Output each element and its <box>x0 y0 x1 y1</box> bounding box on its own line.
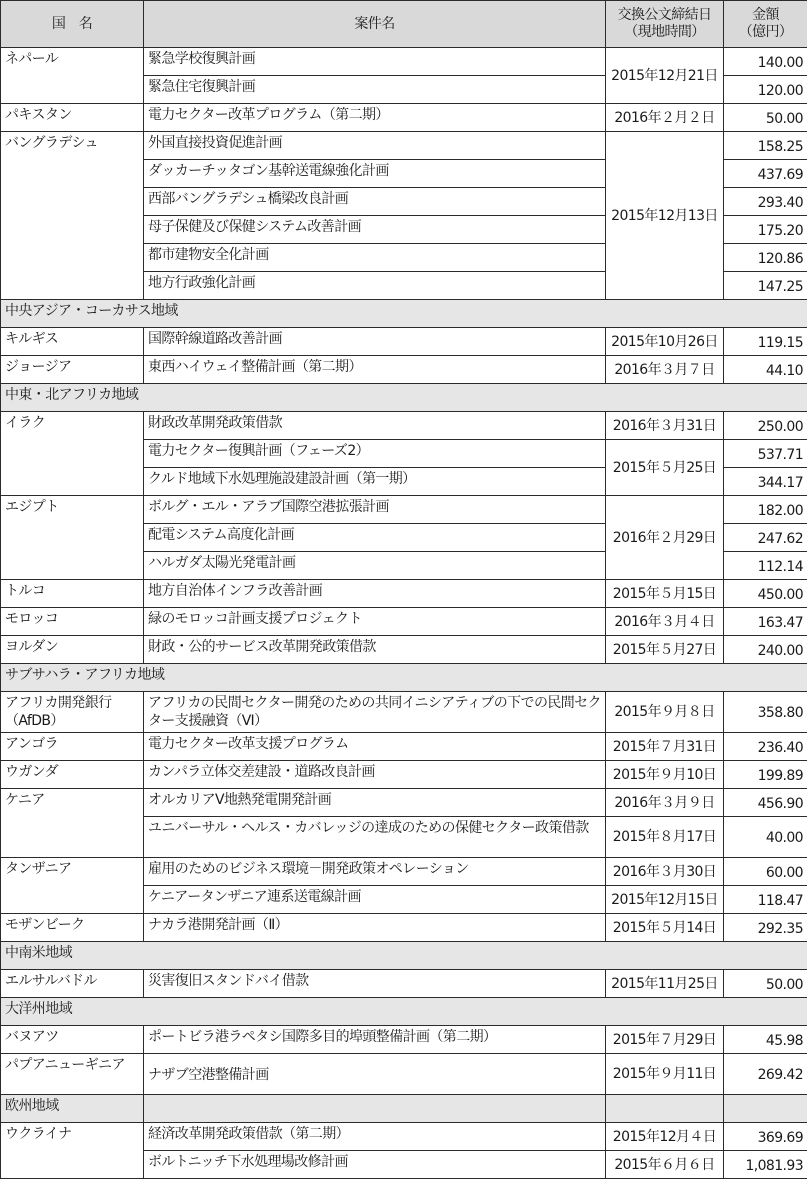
header-amount: 金額 （億円） <box>724 1 807 48</box>
amount-cell: 120.00 <box>724 76 807 104</box>
date-cell: 2015年６月６日 <box>606 1151 724 1179</box>
date-cell: 2016年３月31日 <box>606 412 724 440</box>
project-cell: ユニバーサル・ヘルス・カバレッジの達成のための保健セクター政策借款 <box>144 817 606 858</box>
country-cell: アフリカ開発銀行（AfDB） <box>1 692 144 733</box>
date-cell: 2015年９月11日 <box>606 1054 724 1095</box>
date-cell: 2015年５月27日 <box>606 636 724 664</box>
country-cell: パプアニューギニア <box>1 1054 144 1095</box>
project-cell: ハルガダ太陽光発電計画 <box>144 552 606 580</box>
amount-cell: 112.14 <box>724 552 807 580</box>
country-cell: アンゴラ <box>1 733 144 761</box>
country-cell: ウクライナ <box>1 1123 144 1179</box>
amount-cell: 182.00 <box>724 496 807 524</box>
project-cell: 都市建物安全化計画 <box>144 244 606 272</box>
amount-cell: 45.98 <box>724 1026 807 1054</box>
country-cell: エジプト <box>1 496 144 580</box>
date-cell: 2015年７月29日 <box>606 1026 724 1054</box>
country-cell: イラク <box>1 412 144 496</box>
amount-cell: 140.00 <box>724 48 807 76</box>
table-row <box>1 636 807 664</box>
table-row <box>1 496 807 524</box>
country-cell: ヨルダン <box>1 636 144 664</box>
date-cell: 2015年12月21日 <box>606 48 724 104</box>
amount-cell: 1,081.93 <box>724 1151 807 1179</box>
country-cell: バヌアツ <box>1 1026 144 1054</box>
project-cell: 財政・公的サービス改革開発政策借款 <box>144 636 606 664</box>
project-cell: 地方自治体インフラ改善計画 <box>144 580 606 608</box>
country-cell: キルギス <box>1 328 144 356</box>
country-cell: ウガンダ <box>1 761 144 789</box>
amount-cell: 50.00 <box>724 104 807 132</box>
table-row <box>1 858 807 886</box>
project-cell: 緊急学校復興計画 <box>144 48 606 76</box>
table-row <box>1 132 807 160</box>
region-row <box>1 664 807 692</box>
country-cell: タンザニア <box>1 858 144 914</box>
country-cell: モザンビーク <box>1 914 144 942</box>
date-cell: 2015年９月８日 <box>606 692 724 733</box>
table-row <box>1 733 807 761</box>
date-cell: 2015年５月25日 <box>606 440 724 496</box>
country-cell: エルサルバドル <box>1 970 144 998</box>
project-cell: 配電システム高度化計画 <box>144 524 606 552</box>
amount-cell: 293.40 <box>724 188 807 216</box>
project-cell: 東西ハイウェイ整備計画（第二期） <box>144 356 606 384</box>
table-row <box>1 580 807 608</box>
date-cell: 2015年９月10日 <box>606 761 724 789</box>
amount-cell: 119.15 <box>724 328 807 356</box>
amount-cell: 60.00 <box>724 858 807 886</box>
table-row <box>1 789 807 817</box>
country-cell: トルコ <box>1 580 144 608</box>
project-cell: 災害復旧スタンドバイ借款 <box>144 970 606 998</box>
header-project: 案件名 <box>144 1 606 48</box>
country-cell: ネパール <box>1 48 144 104</box>
region-label: 大洋州地域 <box>1 998 807 1026</box>
project-cell: 母子保健及び保健システム改善計画 <box>144 216 606 244</box>
amount-cell: 344.17 <box>724 468 807 496</box>
header-country: 国 名 <box>1 1 144 48</box>
amount-cell: 247.62 <box>724 524 807 552</box>
date-cell: 2016年３月30日 <box>606 858 724 886</box>
project-cell: クルド地域下水処理施設建設計画（第一期） <box>144 468 606 496</box>
project-cell: オルカリアⅤ地熱発電開発計画 <box>144 789 606 817</box>
amount-cell: 240.00 <box>724 636 807 664</box>
region-spacer <box>606 1095 724 1123</box>
table-row <box>1 412 807 440</box>
date-cell: 2015年７月31日 <box>606 733 724 761</box>
project-cell: 地方行政強化計画 <box>144 272 606 300</box>
amount-cell: 437.69 <box>724 160 807 188</box>
region-row <box>1 384 807 412</box>
amount-cell: 40.00 <box>724 817 807 858</box>
region-label: 中南米地域 <box>1 942 807 970</box>
region-label: 欧州地域 <box>1 1095 144 1123</box>
country-cell: バングラデシュ <box>1 132 144 300</box>
project-cell: ボルトニッチ下水処理場改修計画 <box>144 1151 606 1179</box>
project-cell: 国際幹線道路改善計画 <box>144 328 606 356</box>
region-spacer <box>144 1095 606 1123</box>
region-row <box>1 998 807 1026</box>
date-cell: 2015年12月４日 <box>606 1123 724 1151</box>
project-cell: 西部バングラデシュ橋梁改良計画 <box>144 188 606 216</box>
project-cell: ボルグ・エル・アラブ国際空港拡張計画 <box>144 496 606 524</box>
table-row <box>1 692 807 733</box>
project-cell: 雇用のためのビジネス環境－開発政策オペレーション <box>144 858 606 886</box>
project-cell: ナカラ港開発計画（Ⅱ） <box>144 914 606 942</box>
header-date: 交換公文締結日 （現地時間） <box>606 1 724 48</box>
amount-cell: 44.10 <box>724 356 807 384</box>
project-cell: 緑のモロッコ計画支援プロジェクト <box>144 608 606 636</box>
amount-cell: 175.20 <box>724 216 807 244</box>
country-cell: ジョージア <box>1 356 144 384</box>
project-cell: カンパラ立体交差建設・道路改良計画 <box>144 761 606 789</box>
project-cell: ナザブ空港整備計画 <box>144 1054 606 1095</box>
project-cell: 電力セクター改革支援プログラム <box>144 733 606 761</box>
project-cell: 経済改革開発政策借款（第二期） <box>144 1123 606 1151</box>
amount-cell: 147.25 <box>724 272 807 300</box>
amount-cell: 537.71 <box>724 440 807 468</box>
table-row <box>1 914 807 942</box>
amount-cell: 250.00 <box>724 412 807 440</box>
amount-cell: 163.47 <box>724 608 807 636</box>
project-cell: ダッカーチッタゴン基幹送電線強化計画 <box>144 160 606 188</box>
project-cell: 外国直接投資促進計画 <box>144 132 606 160</box>
project-cell: 電力セクター復興計画（フェーズ2） <box>144 440 606 468</box>
date-cell: 2016年３月９日 <box>606 789 724 817</box>
amount-cell: 456.90 <box>724 789 807 817</box>
date-cell: 2015年８月17日 <box>606 817 724 858</box>
country-cell: モロッコ <box>1 608 144 636</box>
table-row <box>1 970 807 998</box>
date-cell: 2015年５月15日 <box>606 580 724 608</box>
amount-cell: 236.40 <box>724 733 807 761</box>
amount-cell: 120.86 <box>724 244 807 272</box>
amount-cell: 158.25 <box>724 132 807 160</box>
region-label: サブサハラ・アフリカ地域 <box>1 664 807 692</box>
region-label: 中東・北アフリカ地域 <box>1 384 807 412</box>
date-cell: 2016年２月２日 <box>606 104 724 132</box>
table-row <box>1 328 807 356</box>
amount-cell: 269.42 <box>724 1054 807 1095</box>
date-cell: 2016年３月４日 <box>606 608 724 636</box>
region-spacer <box>724 1095 807 1123</box>
table-row <box>1 1054 807 1095</box>
table-row <box>1 608 807 636</box>
amount-cell: 50.00 <box>724 970 807 998</box>
project-cell: ポートビラ港ラペタシ国際多目的埠頭整備計画（第二期） <box>144 1026 606 1054</box>
date-cell: 2015年11月25日 <box>606 970 724 998</box>
amount-cell: 358.80 <box>724 692 807 733</box>
date-cell: 2015年10月26日 <box>606 328 724 356</box>
table-row <box>1 356 807 384</box>
table-row <box>1 104 807 132</box>
project-cell: アフリカの民間セクター開発のための共同イニシアティブの下での民間セクター支援融資（Ⅵ） <box>144 692 606 733</box>
region-row <box>1 1095 807 1123</box>
amount-cell: 199.89 <box>724 761 807 789</box>
project-cell: 緊急住宅復興計画 <box>144 76 606 104</box>
amount-cell: 450.00 <box>724 580 807 608</box>
country-cell: パキスタン <box>1 104 144 132</box>
table-row <box>1 1026 807 1054</box>
date-cell: 2015年12月13日 <box>606 132 724 300</box>
amount-cell: 369.69 <box>724 1123 807 1151</box>
region-row <box>1 300 807 328</box>
project-cell: 電力セクター改革プログラム（第二期） <box>144 104 606 132</box>
date-cell: 2015年５月14日 <box>606 914 724 942</box>
date-cell: 2015年12月15日 <box>606 886 724 914</box>
date-cell: 2016年３月７日 <box>606 356 724 384</box>
project-cell: 財政改革開発政策借款 <box>144 412 606 440</box>
header-row <box>1 1 807 48</box>
table-row <box>1 761 807 789</box>
amount-cell: 118.47 <box>724 886 807 914</box>
amount-cell: 292.35 <box>724 914 807 942</box>
region-row <box>1 942 807 970</box>
table-row <box>1 48 807 76</box>
project-cell: ケニアータンザニア連系送電線計画 <box>144 886 606 914</box>
region-label: 中央アジア・コーカサス地域 <box>1 300 807 328</box>
date-cell: 2016年２月29日 <box>606 496 724 580</box>
country-cell: ケニア <box>1 789 144 858</box>
